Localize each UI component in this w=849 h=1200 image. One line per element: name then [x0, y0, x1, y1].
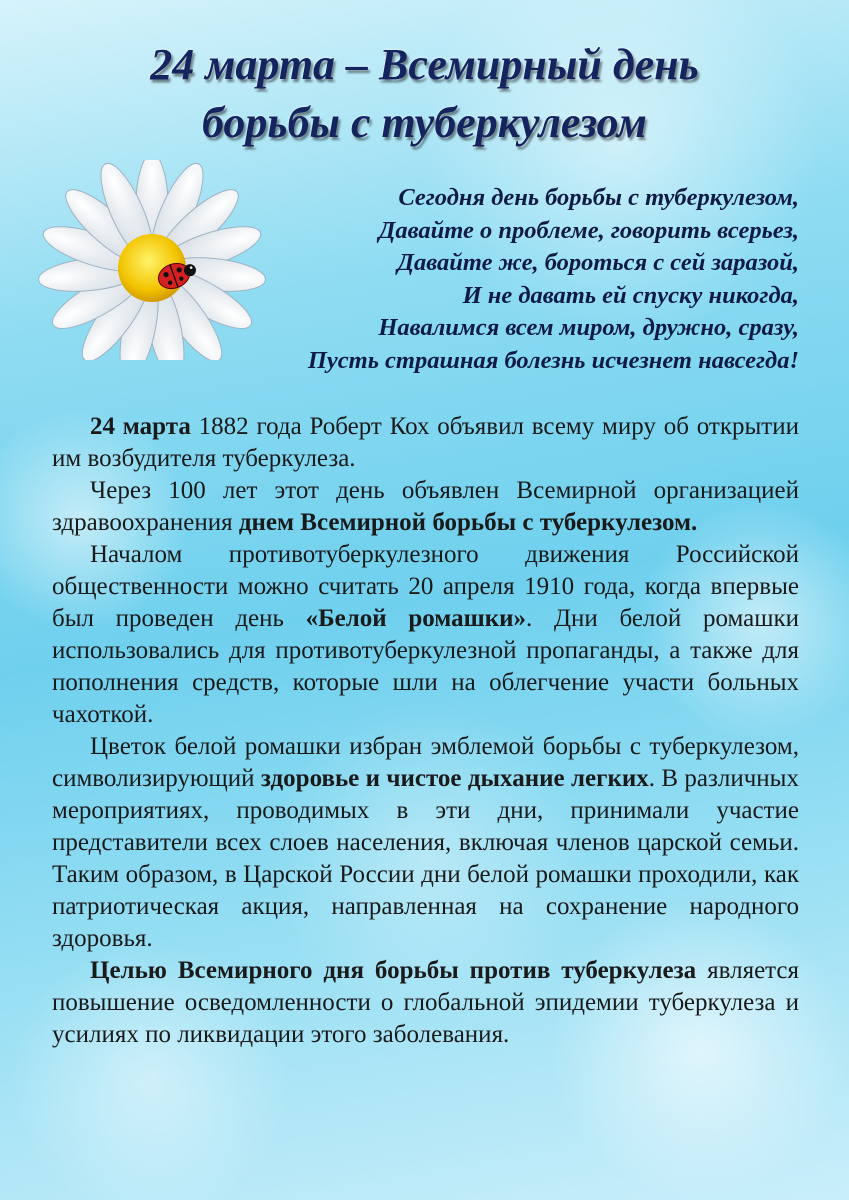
poem-line: Давайте же, бороться с сей заразой, [397, 249, 799, 276]
poem-line: И не давать ей спуску никогда, [462, 281, 799, 309]
poem-line: Давайте о проблеме, говорить всерьез, [378, 216, 799, 244]
bold-goal: Целью Всемирного дня борьбы против туберкулеза [90, 957, 697, 984]
title-line-2: борьбы с туберкулезом [202, 98, 647, 147]
paragraph-emblem [52, 731, 799, 955]
poem-line: Навалимся всем миром, дружно, сразу, [378, 314, 799, 341]
paragraph-goal [52, 955, 799, 1051]
text: 1882 года Роберт Кох объявил всему миру об открытии им возбудителя туберкулеза. [52, 413, 799, 472]
poem-line: Пусть страшная болезнь исчезнет навсегда! [307, 346, 799, 374]
text: . В различных мероприятиях, проводимых в эти дни, принимали участие представители всех слоев населения, включая членов царской семьи. Таким образом, в Царской России дни белой ромашки проходили, как патриотическая акция, направленная на сохранение народного здоровья. [52, 765, 799, 952]
poem-line: Сегодня день борьбы с туберкулезом, [398, 184, 799, 211]
text: . Дни белой ромашки использовались для противотуберкулезной пропаганды, а также для пополнения средств, которые шли на облегчение участи больных чахоткой. [52, 605, 800, 728]
text: Началом противотуберкулезного движения Российской общественности можно считать 20 апреля 1910 года, когда впервые был проведен день [52, 541, 799, 632]
title-line-1: 24 марта – Всемирный день [150, 40, 699, 89]
bold-white-daisy: «Белой ромашки» [305, 605, 527, 632]
text: является повышение осведомленности о глобальной эпидемии туберкулеза и усилиях по ликвидации этого заболевания. [52, 957, 799, 1048]
text: Цветок белой ромашки избран эмблемой борьбы с туберкулезом, символизирующий [52, 733, 799, 792]
bold-date: 24 марта [90, 413, 191, 440]
bold-health: здоровье и чистое дыхание легких [260, 765, 649, 792]
text: Через 100 лет этот день объявлен Всемирной организацией здравоохранения [52, 477, 799, 536]
paragraph-koch-discovery [52, 411, 799, 475]
page-title [60, 36, 789, 152]
poem [239, 182, 799, 377]
paragraph-who-declaration [52, 475, 799, 539]
paragraph-white-daisy-history [52, 539, 799, 731]
article-body [52, 411, 799, 1051]
bold-day-name: днем Всемирной борьбы с туберкулезом. [238, 509, 698, 536]
